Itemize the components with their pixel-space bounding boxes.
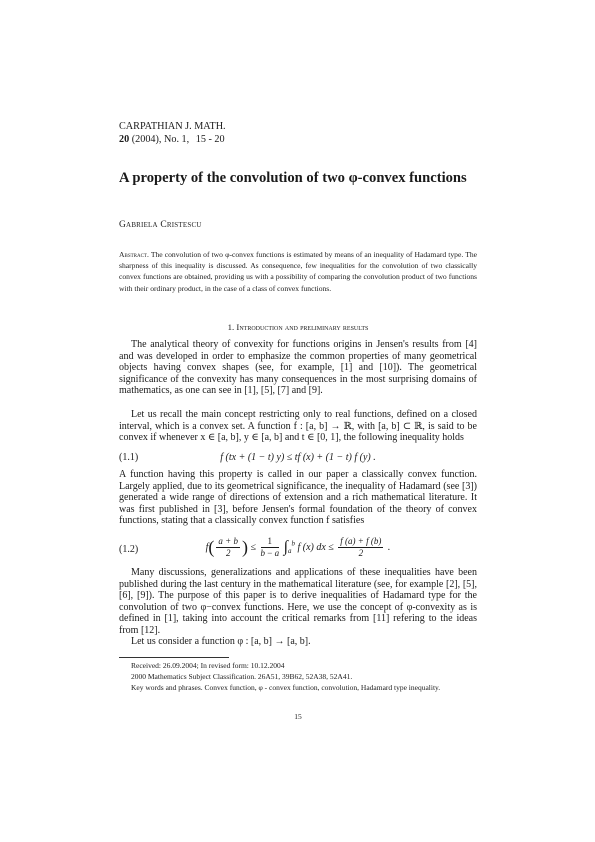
section-title: Introduction and preliminary results [236,322,369,332]
journal-issue: (2004), No. 1, [131,133,190,145]
footnote-received: Received: 26.09.2004; In revised form: 10.12.2004 [131,661,285,670]
footnotes [119,660,477,693]
journal-header [119,121,226,146]
equation-1-2 [119,536,477,564]
footnote-divider [119,657,229,658]
paragraph-2: Let us recall the main concept restricting only to real functions, defined on a closed interval, which is a convex set. A function f : [a, b] → ℝ, with [a, b] ⊂ ℝ, is said to be convex if whenever x ∈ [a, b], y ∈ [a, b] and t ∈ [0, 1], the following inequality holds [119,409,477,444]
footnote-msc: 2000 Mathematics Subject Classification. 26A51, 39B62, 52A38, 52A41. [131,672,353,681]
footnote-keywords: Key words and phrases. Convex function, φ - convex function, convolution, Hadamard type inequality. [131,683,441,692]
abstract-label: Abstract. [119,250,149,259]
equation-number-1-1: (1.1) [119,452,139,463]
equation-1-1-body: f (tx + (1 − t) y) ≤ tf (x) + (1 − t) f (y) . [220,452,376,463]
section-heading [119,322,477,332]
equation-number-1-2: (1.2) [119,544,139,555]
abstract [119,249,477,294]
equation-1-1 [119,452,477,466]
paragraph-4: Many discussions, generalizations and applications of these inequalities have been published during the last century in the mathematical literature (see, for example [2], [5], [6], [9]). The purpose of this paper is to derive inequalities of Hadamard type for the convolution of two φ−convex functions. Here, we use the concept of φ-convexity as is defined in [1], taking into account the critical remarks from [11] refering to the ideas from [12]. [119,567,477,636]
paper-title: A property of the convolution of two φ-convex functions [119,170,467,186]
abstract-text: The convolution of two φ-convex functions is estimated by means of an inequality of Hadamard type. The sharpness of this inequality is discussed. As consequence, few inequalities for the convolution of two classically convex functions are obtained, providing us with a possibility of comparing the convolution product of two functions with their ordinary product, in the case of a class of convex functions. [119,250,477,293]
journal-volume-line [119,134,226,147]
author-name: Gabriela Cristescu [119,220,202,230]
paragraph-1: The analytical theory of convexity for functions origins in Jensen's results from [4] and was developed in order to emphasize the common properties of many geometrical objects having convex shapes (see, for example, [1] and [10]). The geometrical significance of the convexity has many consequences in the most surprising domains of mathematics, as one can see in [1], [5], [7] and [9]. [119,339,477,397]
page-number: 15 [294,712,302,721]
section-number: 1. [227,322,235,332]
paragraph-5: Let us consider a function φ : [a, b] → [a, b]. [131,636,311,647]
journal-pages: 15 - 20 [195,133,225,145]
paragraph-3: A function having this property is called in our paper a classically convex function. Largely applied, due to its geometrical significance, the inequality of Hadamard (see [3]) generated a wide range of directions of extension and a rich mathematical literature. It was first published in [3], before Jensen's formal foundation of the theory of convex functions, stating that a classically convex function f satisfies [119,469,477,527]
equation-1-2-body: f( $\frac{a + b}{2}$ ) ≤ $\frac{1}{b - a}$ $\int_a^b$ f (x) dx ≤ $\frac{f (a) + f (b)}{2}$ . [205,536,391,558]
journal-volume: 20 [119,133,130,145]
journal-name: CARPATHIAN J. MATH. [119,121,226,132]
